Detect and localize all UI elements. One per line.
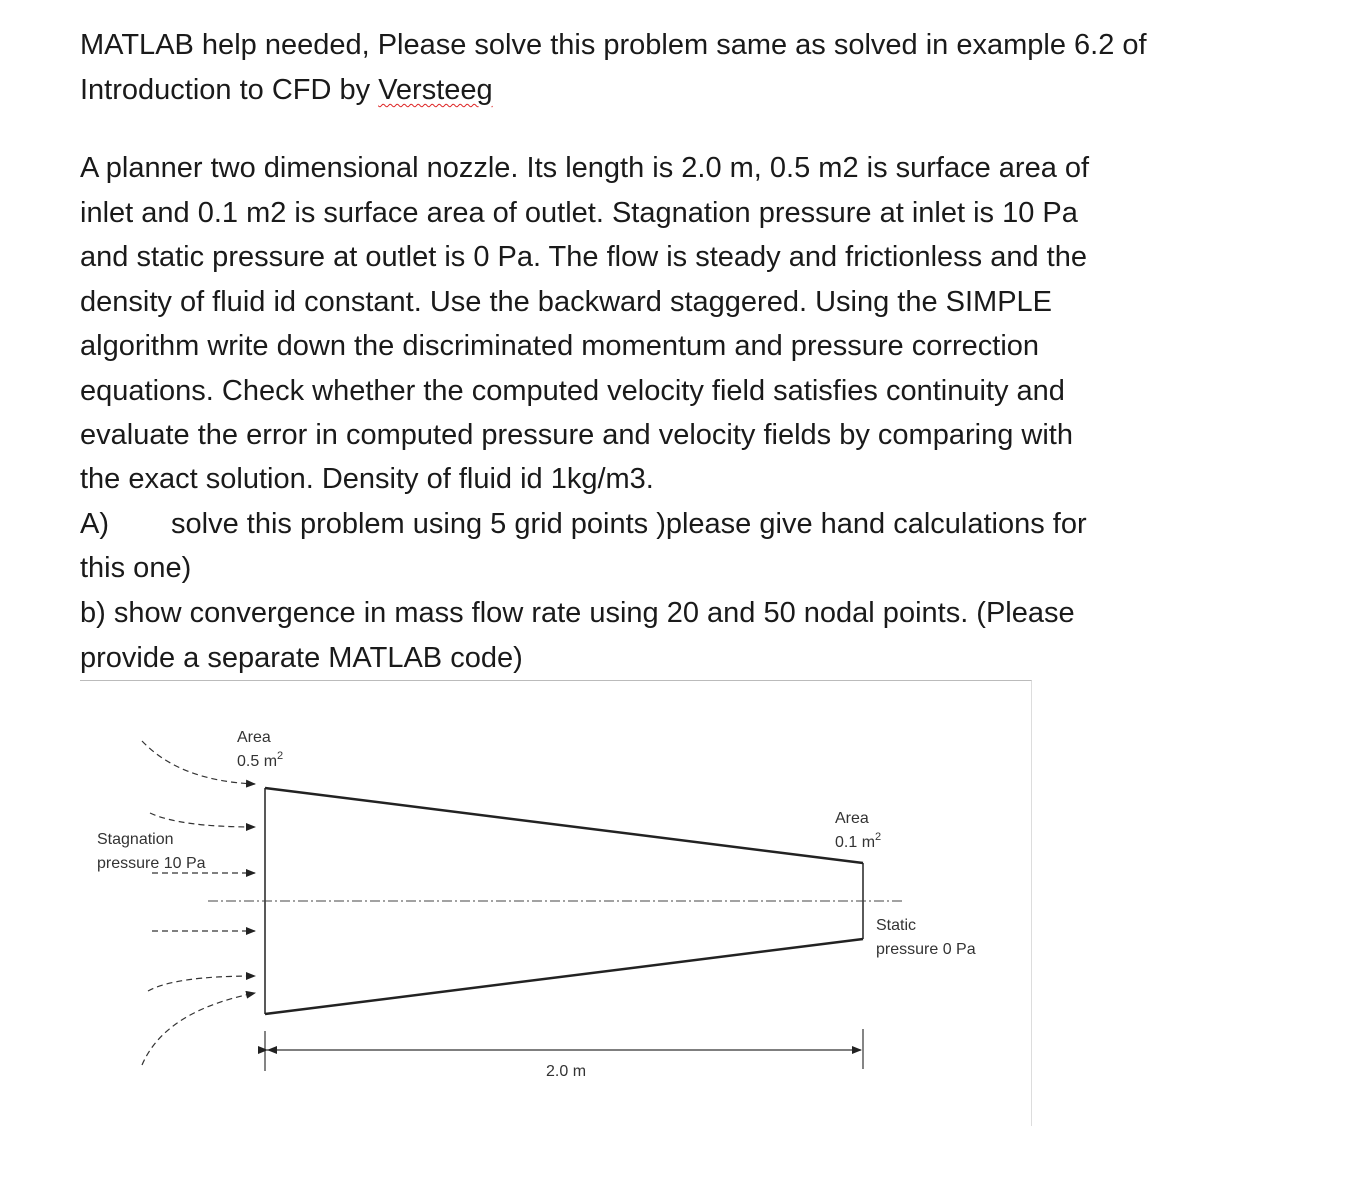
heading-line-1: MATLAB help needed, Please solve this problem same as solved in example 6.2 of bbox=[80, 29, 1147, 61]
nozzle-diagram-svg bbox=[80, 681, 1032, 1127]
problem-line: density of fluid id constant. Use the backward staggered. Using the SIMPLE bbox=[80, 286, 1053, 318]
problem-line: inlet and 0.1 m2 is surface area of outlet. Stagnation pressure at inlet is 10 Pa bbox=[80, 197, 1078, 229]
part-a bbox=[80, 507, 1087, 541]
problem-line: the exact solution. Density of fluid id 1kg/m3. bbox=[80, 463, 654, 495]
inflow-arrows bbox=[142, 741, 255, 1065]
heading-line-2 bbox=[80, 73, 493, 107]
part-a-text: solve this problem using 5 grid points )please give hand calculations for bbox=[171, 508, 1087, 540]
stagnation-pressure-value: pressure 10 Pa bbox=[97, 855, 206, 872]
stagnation-pressure-label: Stagnation bbox=[97, 831, 174, 848]
problem-line: equations. Check whether the computed velocity field satisfies continuity and bbox=[80, 375, 1065, 407]
nozzle-diagram bbox=[80, 680, 1032, 1126]
problem-line: and static pressure at outlet is 0 Pa. The flow is steady and frictionless and the bbox=[80, 241, 1087, 273]
outlet-area-label: Area bbox=[835, 810, 869, 827]
length-label: 2.0 m bbox=[546, 1063, 587, 1080]
part-a-label: A) bbox=[80, 508, 109, 540]
static-pressure-value: pressure 0 Pa bbox=[876, 941, 976, 958]
problem-line: evaluate the error in computed pressure and velocity fields by comparing with bbox=[80, 419, 1073, 451]
misspelled-word[interactable]: Versteeg bbox=[378, 74, 493, 106]
problem-line: A planner two dimensional nozzle. Its length is 2.0 m, 0.5 m2 is surface area of bbox=[80, 152, 1090, 184]
inlet-area-value: 0.5 $m^2$ bbox=[237, 750, 284, 770]
part-b-line-2: provide a separate MATLAB code) bbox=[80, 642, 523, 674]
part-a-continued: this one) bbox=[80, 552, 192, 584]
inlet-area-label: Area bbox=[237, 729, 271, 746]
heading-text: Introduction to CFD by bbox=[80, 74, 379, 106]
static-pressure-label: Static bbox=[876, 917, 917, 934]
part-b-line-1: b) show convergence in mass flow rate using 20 and 50 nodal points. (Please bbox=[80, 597, 1075, 629]
outlet-area-value: 0.1 $m^2$ bbox=[835, 831, 882, 851]
problem-line: algorithm write down the discriminated momentum and pressure correction bbox=[80, 330, 1040, 362]
arrowhead-icon bbox=[267, 1046, 277, 1054]
